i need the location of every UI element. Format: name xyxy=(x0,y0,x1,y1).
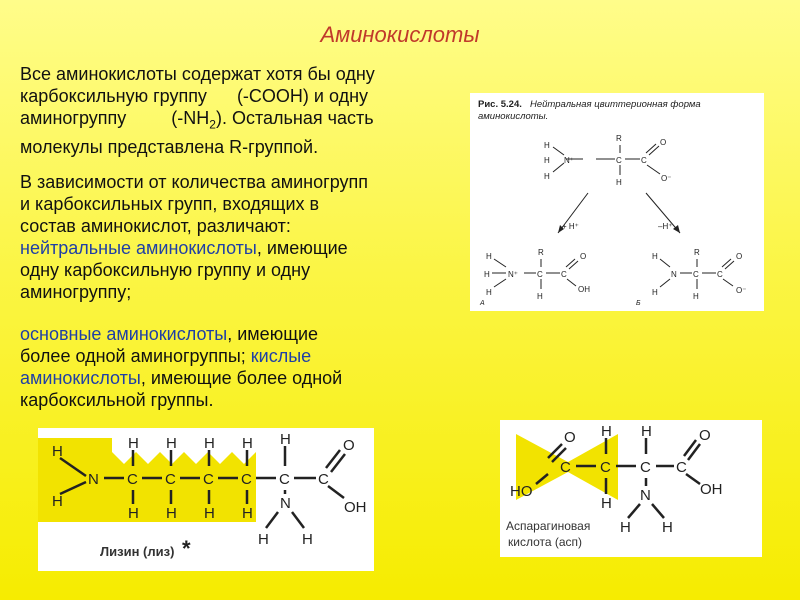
atom-O: O xyxy=(736,252,743,261)
label-B: Б xyxy=(636,300,641,307)
atom-H: H xyxy=(128,435,139,452)
paragraph-classification xyxy=(20,171,460,303)
zwitterion-diagram xyxy=(470,93,764,311)
text-line: Все аминокислоты содержат хотя бы одну xyxy=(20,64,375,84)
paragraph-basic-acidic xyxy=(20,323,460,411)
caption-line1: Нейтральная цвиттерионная форма xyxy=(530,99,701,110)
atom-H: H xyxy=(242,505,253,522)
text-line: карбоксильной группы. xyxy=(20,390,214,410)
atom-H: H xyxy=(280,431,291,448)
atom-R: R xyxy=(694,248,700,257)
atom-C: C xyxy=(616,156,622,165)
atom-R: R xyxy=(538,248,544,257)
atom-H: H xyxy=(486,288,492,297)
text-line: В зависимости от количества аминогрупп xyxy=(20,172,369,192)
highlight-region xyxy=(38,438,256,522)
text-line: одну карбоксильную группу и одну xyxy=(20,260,311,280)
atom-H: H xyxy=(641,423,652,440)
atom-O: O xyxy=(660,138,667,147)
term-acidic: кислые xyxy=(250,346,312,366)
subscript: 2 xyxy=(209,117,216,132)
text-line: состав аминокислот, различают: xyxy=(20,216,291,236)
atom-OH: OH xyxy=(578,285,590,294)
atom-H: H xyxy=(544,156,550,165)
atom-H: H xyxy=(242,435,253,452)
caption-line1: Аспарагиновая xyxy=(506,519,591,533)
atom-O: O xyxy=(580,252,587,261)
atom-H: H xyxy=(601,423,612,440)
atom-H: H xyxy=(302,531,313,548)
caption-lysine: Лизин (лиз) xyxy=(100,544,175,559)
atom-H: H xyxy=(662,519,673,536)
figure-lysine xyxy=(38,428,374,571)
atom-C: C xyxy=(717,270,723,279)
term-acidic-cont: аминокислоты xyxy=(20,368,141,388)
text-fragment: , имеющие xyxy=(227,324,319,344)
atom-H: H xyxy=(486,252,492,261)
atom-O: O xyxy=(343,437,355,454)
atom-H: H xyxy=(544,141,550,150)
atom-H: H xyxy=(620,519,631,536)
atom-H: H xyxy=(484,270,490,279)
slide-title: Аминокислоты xyxy=(320,22,480,47)
text-line xyxy=(20,237,460,259)
atom-C: C xyxy=(279,471,290,488)
paragraph-intro xyxy=(20,63,460,158)
atom-H: H xyxy=(616,178,622,187)
bonds xyxy=(492,144,734,289)
atom-OH: OH xyxy=(700,481,723,498)
text-line: молекулы представлена R-группой. xyxy=(20,136,319,157)
atom-R: R xyxy=(616,134,622,143)
atom-H: H xyxy=(652,288,658,297)
text-line xyxy=(20,107,460,136)
text-fragment: ). Остальная часть xyxy=(215,108,374,128)
atom-C: C xyxy=(165,471,176,488)
atom-C: C xyxy=(600,459,611,476)
atom-C: C xyxy=(241,471,252,488)
term-neutral: нейтральные аминокислоты xyxy=(20,238,257,258)
text-line xyxy=(20,323,460,345)
asterisk-mark: * xyxy=(182,536,191,561)
text-line xyxy=(20,345,460,367)
atom-HO: HO xyxy=(510,483,533,500)
atom-H: H xyxy=(204,435,215,452)
atom-H: H xyxy=(52,493,63,510)
text-fragment: , имеющие xyxy=(256,238,348,258)
atom-H: H xyxy=(652,252,658,261)
arrow-label-right: –H⁺ xyxy=(658,222,673,231)
arrow-label-left: + H⁺ xyxy=(562,222,579,231)
atom-OH: OH xyxy=(344,499,367,516)
atom-O-minus: O⁻ xyxy=(736,286,747,295)
label-A: А xyxy=(480,300,485,307)
text-fragment: , имеющие более одной xyxy=(140,368,343,388)
text-line xyxy=(20,367,460,389)
text-line: карбоксильную группу (-COOH) и одну xyxy=(20,86,369,106)
atom-C: C xyxy=(693,270,699,279)
caption-line2: аминокислоты. xyxy=(478,111,549,122)
atom-H: H xyxy=(544,172,550,181)
caption-prefix: Рис. 5.24. xyxy=(478,99,522,110)
atom-H: H xyxy=(166,505,177,522)
atom-C: C xyxy=(127,471,138,488)
atom-H: H xyxy=(693,292,699,301)
text-line: и карбоксильных групп, входящих в xyxy=(20,194,320,214)
figure-asparagine xyxy=(500,420,762,557)
atom-C: C xyxy=(561,270,567,279)
atom-C: C xyxy=(203,471,214,488)
term-basic: основные аминокислоты xyxy=(20,324,228,344)
atom-H: H xyxy=(52,443,63,460)
atom-O: O xyxy=(564,429,576,446)
atom-N-plus: N⁺ xyxy=(564,156,574,165)
atom-C: C xyxy=(318,471,329,488)
atom-H: H xyxy=(128,505,139,522)
atom-C: C xyxy=(676,459,687,476)
atom-C: C xyxy=(560,459,571,476)
figure-zwitterion xyxy=(470,93,764,311)
text-line: аминогруппу; xyxy=(20,282,132,302)
text-fragment: аминогруппу (-NH xyxy=(20,108,210,128)
atom-C: C xyxy=(640,459,651,476)
atom-N: N xyxy=(280,495,291,512)
atom-N-plus: N⁺ xyxy=(508,270,518,279)
atom-H: H xyxy=(166,435,177,452)
lysine-diagram xyxy=(38,428,374,571)
atom-H: H xyxy=(537,292,543,301)
atom-H: H xyxy=(601,495,612,512)
atom-N: N xyxy=(88,471,99,488)
caption-line2: кислота (асп) xyxy=(508,535,583,549)
atom-H: H xyxy=(258,531,269,548)
atom-C: C xyxy=(641,156,647,165)
asparagine-diagram xyxy=(500,420,762,557)
atom-N: N xyxy=(671,270,677,279)
atom-H: H xyxy=(204,505,215,522)
atom-O-minus: O⁻ xyxy=(661,174,672,183)
atom-O: O xyxy=(699,427,711,444)
atom-N: N xyxy=(640,487,651,504)
text-fragment: более одной аминогруппы; xyxy=(20,346,251,366)
atom-C: C xyxy=(537,270,543,279)
